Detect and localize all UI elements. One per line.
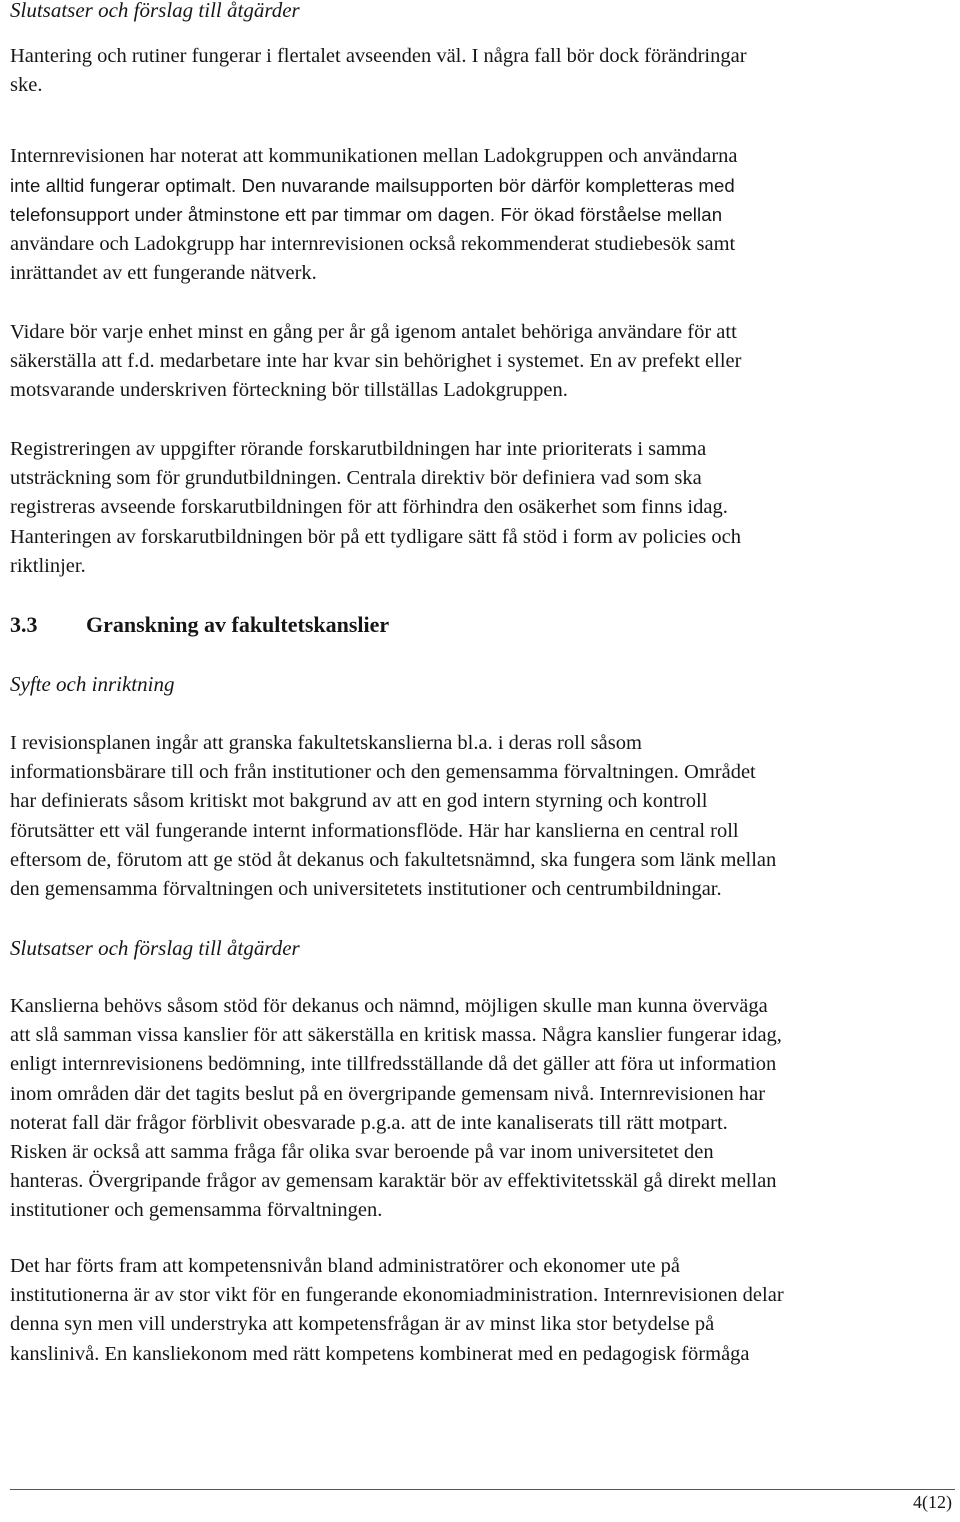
page-number: 4(12) [913, 1492, 952, 1512]
text-line: säkerställa att f.d. medarbetare inte har kvar sin behörighet i systemet. En av prefekt eller [10, 350, 742, 373]
text-line: motsvarande underskriven förteckning bör tillställas Ladokgruppen. [10, 379, 568, 402]
footer-divider [10, 1489, 955, 1490]
section-number: 3.3 [10, 612, 38, 637]
text-line: förutsätter ett väl fungerande internt informationsflöde. Här har kanslierna en central roll [10, 819, 739, 842]
text-line: denna syn men vill understryka att kompetensfrågan är av minst lika stor betydelse på [10, 1313, 715, 1336]
text-line: Internrevisionen har noterat att kommunikationen mellan Ladokgruppen och användarna [10, 145, 738, 167]
text-line: har definierats såsom kritiskt mot bakgrund av att en god intern styrning och kontroll [10, 790, 708, 813]
text-line: inrättandet av ett fungerande nätverk. [10, 261, 317, 284]
text-line: noterat fall där frågor förblivit obesvarade p.g.a. att de inte kanaliserats till rätt motpart. [10, 1111, 728, 1134]
text-line: Hanteringen av forskarutbildningen bör på ett tydligare sätt få stöd i form av policies och [10, 525, 741, 548]
text-line: den gemensamma förvaltningen och universitetets institutioner och centrumbildningar. [10, 878, 722, 901]
text-line: användare och Ladokgrupp har internrevisionen också rekommenderat studiebesök samt [10, 232, 736, 255]
paragraph [10, 142, 738, 288]
text-line: Vidare bör varje enhet minst en gång per år gå igenom antalet behöriga användare för att [10, 321, 737, 343]
section-title: Granskning av fakultetskanslier [86, 612, 390, 637]
text-line: riktlinjer. [10, 554, 86, 577]
paragraph [10, 318, 741, 406]
text-line: telefonsupport under åtminstone ett par timmar om dagen. För ökad förståelse mellan [10, 204, 723, 226]
text-line: informationsbärare till och från institutioner och den gemensamma förvaltningen. Området [10, 761, 756, 784]
text-line: Hantering och rutiner fungerar i flertalet avseenden väl. I några fall bör dock förändringar [10, 45, 747, 67]
section-subheading: Slutsatser och förslag till åtgärder [10, 0, 300, 22]
text-line: ske. [10, 74, 43, 97]
text-line: I revisionsplanen ingår att granska fakultetskanslierna bl.a. i deras roll såsom [10, 732, 642, 754]
text-line: institutionerna är av stor vikt för en fungerande ekonomiadministration. Internrevisionen delar [10, 1284, 784, 1307]
text-line: institutioner och gemensamma förvaltningen. [10, 1199, 383, 1222]
section-subheading: Syfte och inriktning [10, 672, 175, 696]
text-line: kanslinivå. En kansliekonom med rätt kompetens kombinerat med en pedagogisk förmåga [10, 1342, 750, 1365]
text-line: Det har förts fram att kompetensnivån bland administratörer och ekonomer ute på [10, 1255, 681, 1277]
paragraph [10, 1252, 784, 1369]
text-line: enligt internrevisionens bedömning, inte tillfredsställande då det gäller att föra ut information [10, 1053, 777, 1076]
section-heading [10, 612, 389, 638]
text-line: inom områden där det tagits beslut på en övergripande gemensam nivå. Internrevisionen har [10, 1082, 766, 1105]
paragraph [10, 435, 741, 581]
text-line: eftersom de, förutom att ge stöd åt dekanus och fakultetsnämnd, ska fungera som länk mellan [10, 848, 777, 871]
text-line: inte alltid fungerar optimalt. Den nuvarande mailsupporten bör därför kompletteras med [10, 175, 735, 197]
paragraph [10, 729, 776, 904]
text-line: att slå samman vissa kanslier för att säkerställa en kritisk massa. Några kanslier fungerar idag, [10, 1024, 782, 1047]
text-line: registreras avseende forskarutbildningen för att förhindra den osäkerhet som finns idag. [10, 496, 728, 519]
text-line: utsträckning som för grundutbildningen. Centrala direktiv bör definiera vad som ska [10, 467, 702, 490]
section-subheading: Slutsatser och förslag till åtgärder [10, 936, 300, 960]
text-line: hanteras. Övergripande frågor av gemensam karaktär bör av effektivitetsskäl gå direkt mellan [10, 1170, 777, 1193]
paragraph [10, 992, 782, 1226]
text-line: Risken är också att samma fråga får olika svar beroende på var inom universitetet den [10, 1141, 714, 1164]
text-line: Kanslierna behövs såsom stöd för dekanus och nämnd, möjligen skulle man kunna överväga [10, 995, 768, 1017]
text-line: Registreringen av uppgifter rörande forskarutbildningen har inte prioriterats i samma [10, 438, 707, 460]
paragraph [10, 42, 747, 100]
